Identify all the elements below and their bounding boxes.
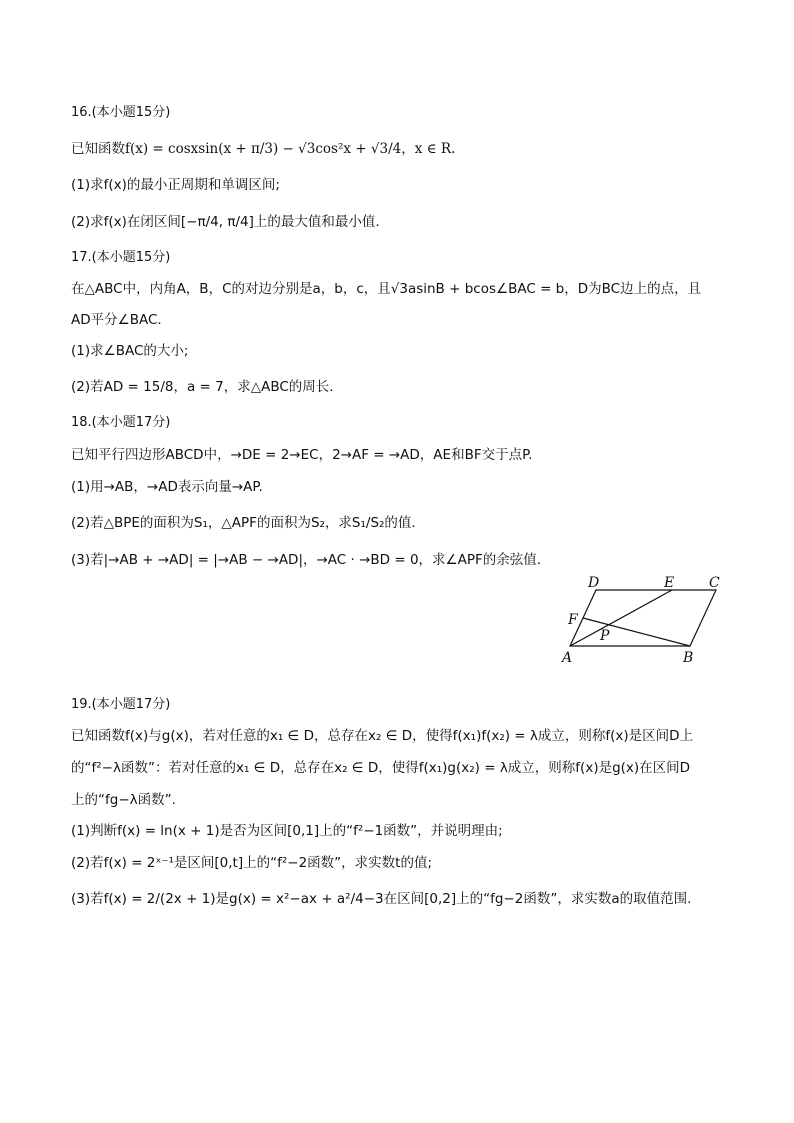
problem-19-statement-line-2: 的“f²−λ函数”：若对任意的x₁ ∈ D，总存在x₂ ∈ D，使得f(x₁)g(x₂) = λ成立，则称f(x)是g(x)在区间D [71, 760, 691, 776]
label-p: P [600, 628, 610, 644]
label-e: E [664, 575, 675, 591]
problem-16-statement: 已知函数f(x) = cosxsin(x + π/3) − √3cos²x + √3/4，x ∈ R. [71, 141, 456, 157]
problem-17-statement-line-1: 在△ABC中，内角A，B，C的对边分别是a，b，c，且√3asinB + bcos∠BAC = b，D为BC边上的点，且 [71, 281, 702, 297]
problem-17-part-2: (2)若AD = 15/8，a = 7，求△ABC的周长. [71, 379, 334, 395]
problem-19-part-2: (2)若f(x) = 2ˣ⁻¹是区间[0,t]上的“f²−2函数”，求实数t的值; [71, 855, 433, 871]
parallelogram-abcd [570, 590, 716, 646]
problem-18-statement: 已知平行四边形ABCD中，→DE = 2→EC，2→AF = →AD，AE和BF交于点P. [71, 447, 533, 463]
problem-18-header: 18.(本小题17分) [71, 415, 171, 430]
label-d: D [588, 575, 600, 591]
label-b: B [683, 650, 694, 666]
problem-19-part-1: (1)判断f(x) = ln(x + 1)是否为区间[0,1]上的“f²−1函数”，并说明理由; [71, 823, 503, 839]
problem-19-part-3: (3)若f(x) = 2/(2x + 1)是g(x) = x²−ax + a²/4−3在区间[0,2]上的“fg−2函数”，求实数a的取值范围. [71, 891, 692, 907]
problem-16-part-1: (1)求f(x)的最小正周期和单调区间; [71, 177, 280, 193]
parallelogram-figure [560, 572, 730, 668]
problem-19-header: 19.(本小题17分) [71, 697, 171, 712]
problem-16-header: 16.(本小题15分) [71, 105, 171, 120]
label-c: C [709, 575, 720, 591]
problem-17-header: 17.(本小题15分) [71, 250, 171, 265]
problem-17-statement-line-2: AD平分∠BAC. [71, 312, 162, 328]
problem-17-part-1: (1)求∠BAC的大小; [71, 343, 189, 359]
problem-18-part-2: (2)若△BPE的面积为S₁，△APF的面积为S₂，求S₁/S₂的值. [71, 515, 416, 531]
problem-16-part-2: (2)求f(x)在闭区间[−π/4, π/4]上的最大值和最小值. [71, 214, 380, 230]
problem-19-statement-line-1: 已知函数f(x)与g(x)，若对任意的x₁ ∈ D，总存在x₂ ∈ D，使得f(x₁)f(x₂) = λ成立，则称f(x)是区间D上 [71, 728, 694, 744]
label-f: F [568, 612, 578, 628]
label-a: A [562, 650, 573, 666]
problem-18-part-1: (1)用→AB，→AD表示向量→AP. [71, 479, 263, 495]
problem-19-statement-line-3: 上的“fg−λ函数”. [71, 792, 176, 808]
problem-18-part-3: (3)若|→AB + →AD| = |→AB − →AD|，→AC · →BD = 0，求∠APF的余弦值. [71, 552, 542, 568]
